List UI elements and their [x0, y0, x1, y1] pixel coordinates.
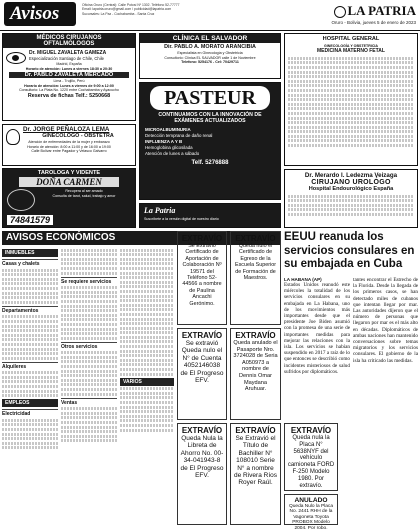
classifieds-banner: AVISOS ECONÓMICOS [2, 231, 281, 245]
article-col-1 [284, 277, 350, 421]
ad-tarologa: TAROLOGA Y VIDENTE DOÑA CARMEN Recupera al ser amado Consulta de tarot, salud, trabajo y amor 74841579 [2, 168, 136, 228]
ad-clinica-salvador: CLÍNICA EL SALVADOR Dir. PABLO A. MORATO ARANCIBIA Especialista en Ginecología y Obstetricia Consultorio: Clínica EL SALVADOR calle 1 de Noviembre Telefono: 5254176 - Cel: 70429711 [139, 33, 281, 79]
article-body-1: Estados Unidos reanudó este miércoles la totalidad de los servicios consulares en su embajada en La Habana, uno de los movimientos más importantes desde que el presidente Joe Biden asumió con la promesa de una serie de importantes medidas para mejorar las relaciones con la isla. Los servicios se habían suspendido en 2017 a raíz de lo que entonces se describió como incidentes misteriosos de salud sufridos por diplomáticos. [284, 282, 350, 375]
article-col-2 [353, 277, 418, 525]
ad-title: MÉDICOS CIRUJANOS OFTALMÓLOGOS [3, 34, 135, 48]
notice-extravio-4: EXTRAVÍO Queda Nula la Libreta de Ahorro No. 00-34-041943-8 de El Progreso EFV. [177, 423, 227, 525]
header-info: Oficina Oruro (Central): Calle Potosí Nº 1302. Teléfono 52-77777 Email: lapatria.oruro@gmail.com / publicidad@lapatria.com Sucursales: La Paz - Cochabamba - Santa Cruz [82, 3, 180, 16]
section-logo: Avisos [4, 2, 76, 26]
ad-jorge-penaloza: Dr. JORGE PEÑALOZA LEMA GINECÓLOGO - OBSTETRA Atención de enfermedades de la mujer y embarazo Horario de atención: 8:00 a 11:00 y de 16:00 a 19:00 Calle Bolívar entre Pagador y Velasco Galvarro [2, 124, 136, 166]
article-dateline: LA HABANA (AP) [284, 277, 322, 282]
notice-extravio-2: EXTRAVÍO Se extravió Queda nulo el N° de Cuenta 4052146038 de El Progreso EFV. [177, 328, 227, 420]
emblem-icon [334, 6, 346, 18]
classifieds-col-3: VARIOS [120, 247, 174, 525]
notice-anulado: ANULADO Queda Nulo la Placa No. 2441 RHH de la Vagoneta Toyota PROBOX Modelo 2004. Por robo. [284, 494, 338, 525]
header-rule [0, 30, 420, 31]
ad-pasteur: PASTEUR CONTINUAMOS CON LA INNOVACIÓN DE EXÁMENES ACTUALIZADOS MICROALBUMINURIA Detección temprana de daño renal INFLUENZA A Y B Hemoglobina glicosilada Atención de lunes a sábado Telf. 5276888 [139, 82, 281, 200]
eye-icon [6, 52, 26, 64]
article-headline-block [284, 231, 418, 275]
ad-la-patria: La Patria Suscríbete a la versión digital de nuestro diario [139, 203, 281, 228]
tarologa-phone: 74841579 [7, 215, 53, 225]
issue-date: Oruro - Bolivia, jueves 5 de enero de 2023 [331, 20, 416, 25]
notice-extravio-5: EXTRAVÍO Se Extravió el Título de Bachiller N° 108010 Serie N° a nombre de Rivera Ríos Royer Raúl. [230, 423, 281, 525]
doctor-icon [6, 129, 20, 145]
ad-hospital-general: HOSPITAL GENERAL GINECOLOGÍA Y OBSTETRICIA MEDICINA MATERNO FETAL [284, 33, 418, 166]
notice-extravio-6: EXTRAVÍO Queda nulo el Certificado de Egreso de la Escuela Superior de Formación de Maestros. [230, 231, 281, 325]
ad-medicos-oftalmologos: MÉDICOS CIRUJANOS OFTALMÓLOGOS Dr. MIGUEL ZAVALETA GAMEZA Especialización Santiago de Chile, Chile Madrid, España Horario de atención: Lunes a viernes 18:30 a 20:30 Dr. PABLO ZAVALETA MERCADO Lima - Trujillo, Perú Horario de atención: Lunes a viernes de 9:00 a 12:00 Consultorio: La Plata No. 1220 entre Cochabamba y Ayacucho Reserva de fichas Telf.: 5250668 [2, 33, 136, 121]
brand-logo: LA PATRIA [314, 3, 416, 19]
notice-extravio-7: EXTRAVÍO Queda nula la Placa N° 5638NYF del vehículo camioneta FORD F-250 Modelo 1980. Por extravío. [284, 423, 338, 491]
crystal-ball-icon [7, 189, 35, 211]
notice-extravio-3: EXTRAVÍO Queda anulado el Pasaporte Nro. 3724028 de Seria A050973 a nombre de Dennis Omar Maydana Aruhuar. [230, 328, 281, 420]
article-body-2: tantes encontrar el Estrecho de la Florida. Desde la llegada de los primeros casos, se han detectado miles de cubanos que intentan llegar por mar. Las autoridades dijeron que el número de personas que llegaron por mar es el más alto en décadas. Diplomáticos de ambas naciones han mantenido conversaciones sobre temas migratorios y los servicios consulares. El gobierno de la isla ha criticado las medidas. [353, 277, 418, 364]
notice-extravio-1: EXTRAVÍO Se Extravió Certificado de Aportación de Colaboración Nº 19571 del Teléfono 52-44566 a nombre de Paulina Ancachi Gerónimo. [177, 231, 227, 325]
pasteur-logo: PASTEUR [150, 86, 270, 110]
classifieds-col-2: Se requiere servicios Otros servicios Ventas [61, 247, 117, 525]
page-header [0, 0, 420, 30]
classifieds-col-1: INMUEBLES Casas y chalets Departamentos Alquileres EMPLEOS Electricidad [2, 247, 58, 525]
article-headline: EEUU reanuda los servicios consulares en su embajada en Cuba [284, 231, 415, 270]
ad-ledezma: Dr. Merardo I. Ledezma Veizaga CIRUJANO UROLÓGO Hospital Endourológico España [284, 169, 418, 228]
